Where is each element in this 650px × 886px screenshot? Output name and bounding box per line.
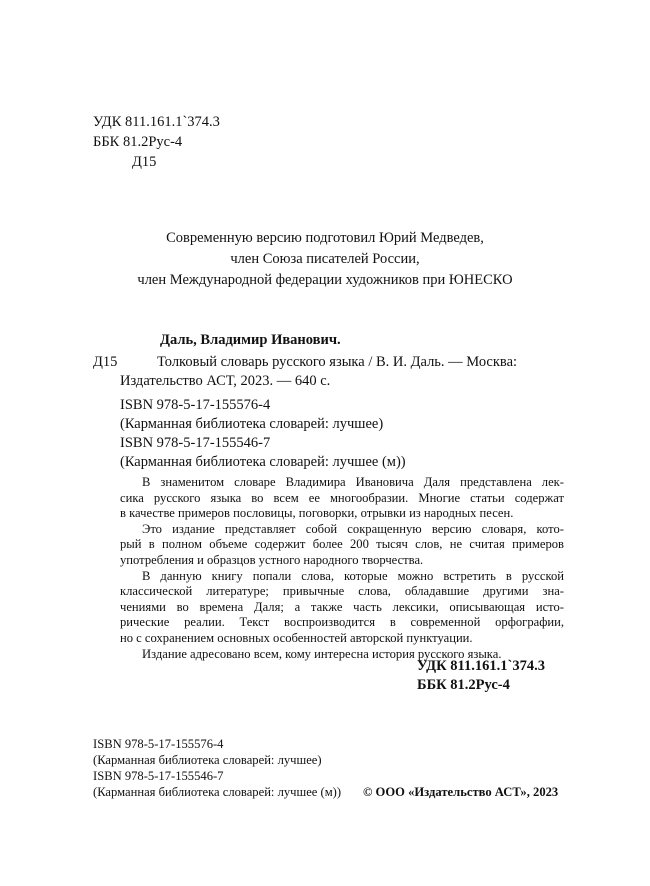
card-mark: Д15 bbox=[93, 354, 118, 370]
editor-line-3: член Международной федерации художников при ЮНЕСКО bbox=[137, 272, 513, 288]
card-series-1: (Карманная библиотека словарей: лучшее) bbox=[120, 416, 384, 432]
abstract-line: рый в полном объеме содержит более 200 тысяч слов, не считая примеров bbox=[120, 537, 564, 552]
abstract-line: классической литературе; привычные слова, обладавшие другими зна- bbox=[120, 584, 564, 599]
abstract-line: употребления и образцов устного народного творчества. bbox=[120, 552, 424, 567]
udk-code-top: УДК 811.161.1`374.3 bbox=[93, 114, 220, 130]
bbk-code-bottom: ББК 81.2Рус-4 bbox=[417, 677, 510, 693]
abstract-line: В данную книгу попали слова, которые можно встретить в русской bbox=[142, 568, 564, 583]
footer-isbn-1: ISBN 978-5-17-155576-4 bbox=[93, 737, 224, 751]
footer-isbn-2: ISBN 978-5-17-155546-7 bbox=[93, 769, 224, 783]
card-series-2: (Карманная библиотека словарей: лучшее (м)) bbox=[120, 454, 406, 470]
footer-series-2: (Карманная библиотека словарей: лучшее (м)) bbox=[93, 785, 342, 799]
editor-line-2: член Союза писателей России, bbox=[230, 251, 420, 267]
card-author: Даль, Владимир Иванович. bbox=[160, 332, 341, 348]
abstract-line: В знаменитом словаре Владимира Ивановича Даля представлена лек- bbox=[142, 475, 564, 489]
footer-series-1: (Карманная библиотека словарей: лучшее) bbox=[93, 753, 322, 767]
abstract-line: но с сохранением основных особенностей авторской пунктуации. bbox=[120, 630, 473, 645]
editor-line-1: Современную версию подготовил Юрий Медведев, bbox=[166, 230, 484, 246]
bbk-code-top: ББК 81.2Рус-4 bbox=[93, 134, 183, 150]
abstract-line: Издание адресовано всем, кому интересна история русского языка. bbox=[142, 646, 502, 661]
abstract-line: рические реалии. Текст воспроизводится в современной орфографии, bbox=[120, 615, 564, 630]
card-title-line-2: Издательство АСТ, 2023. — 640 с. bbox=[120, 373, 331, 389]
abstract-line: сика русского языка во всем ее многообразии. Многие статьи содержат bbox=[120, 490, 564, 505]
abstract-line: Это издание представляет собой сокращенную версию словаря, кото- bbox=[142, 521, 564, 536]
author-mark-top: Д15 bbox=[132, 154, 157, 170]
card-title-line-1: Толковый словарь русского языка / В. И. Даль. — Москва: bbox=[157, 354, 518, 370]
abstract bbox=[120, 475, 564, 662]
abstract-line: чениями во времена Даля; а также часть лексики, описывающая исто- bbox=[120, 599, 564, 614]
udk-code-bottom: УДК 811.161.1`374.3 bbox=[417, 658, 545, 674]
card-isbn-1: ISBN 978-5-17-155576-4 bbox=[120, 397, 271, 413]
copyright: © ООО «Издательство АСТ», 2023 bbox=[363, 785, 559, 799]
editor-note bbox=[0, 228, 650, 291]
abstract-line: в качестве примеров пословицы, поговорки, отрывки из народных песен. bbox=[120, 506, 514, 521]
card-isbn-2: ISBN 978-5-17-155546-7 bbox=[120, 435, 271, 451]
